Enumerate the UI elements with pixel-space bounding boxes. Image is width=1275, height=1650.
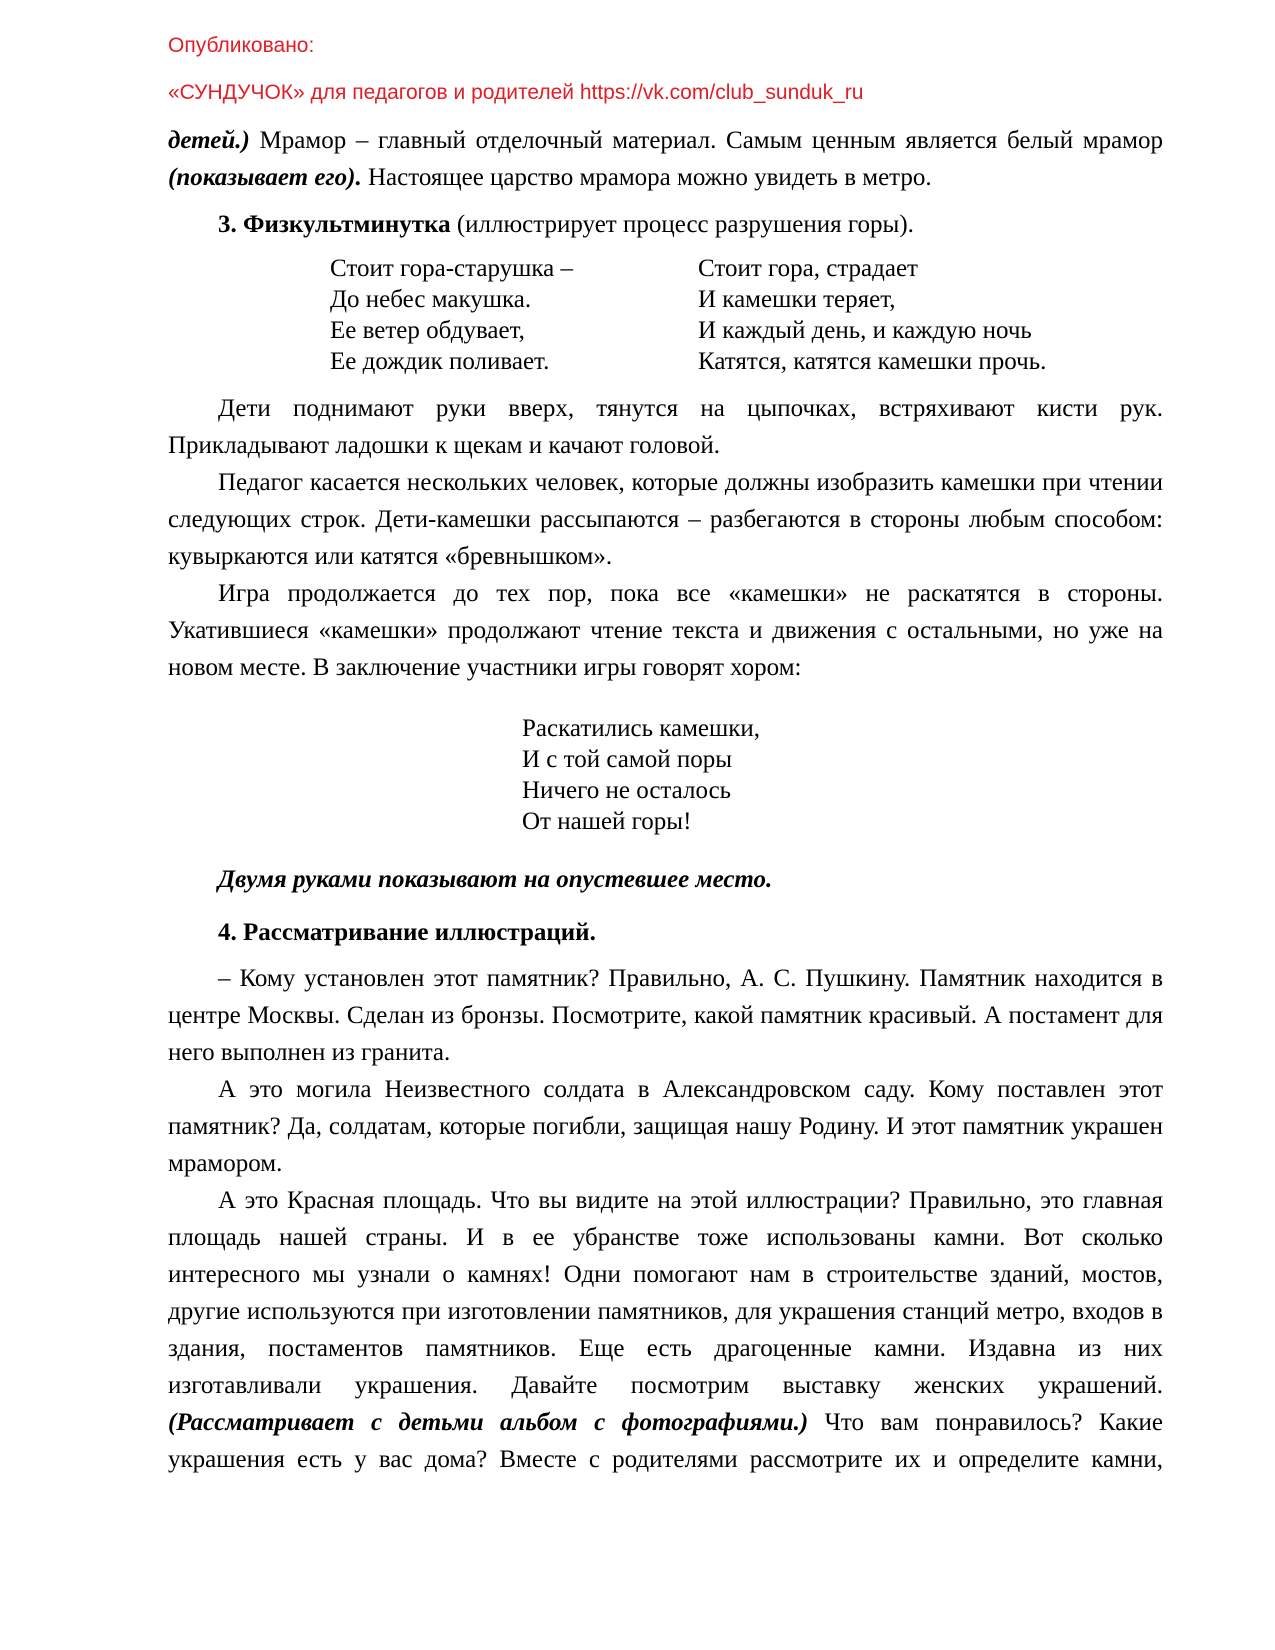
paragraph-text: Мрамор – главный отделочный материал. Самым ценным является белый мрамор bbox=[249, 127, 1163, 154]
section-heading-4-title: 4. Рассматривание иллюстраций. bbox=[218, 919, 596, 946]
physical-exercise-poem bbox=[168, 253, 1163, 377]
stage-direction-lead: детей.) bbox=[168, 127, 250, 154]
source-line: «СУНДУЧОК» для педагогов и родителей https://vk.com/club_sunduk_ru bbox=[168, 81, 864, 104]
poem-line: Ее ветер обдувает, bbox=[330, 317, 525, 344]
paragraph-text: Что вам понравилось? Какие украшения есть у вас дома? Вместе с родителями рассмотрите их и определите камни, bbox=[168, 1409, 1163, 1473]
paragraph-marble bbox=[168, 122, 1163, 196]
paragraph-red-square bbox=[168, 1182, 1163, 1478]
stage-direction-hands: Двумя руками показывают на опустевшее место. bbox=[218, 866, 773, 893]
section-heading-3 bbox=[168, 206, 1163, 243]
poem-line: До небес макушка. bbox=[330, 286, 532, 313]
poem-line: Раскатились камешки, bbox=[522, 715, 761, 742]
poem-column-left bbox=[330, 253, 698, 377]
section-heading-3-note: (иллюстрирует процесс разрушения горы). bbox=[450, 211, 914, 238]
paragraph-teacher-touch: Педагог касается нескольких человек, которые должны изобразить камешки при чтении следующих строк. Дети-камешки рассыпаются – разбегаются в стороны любым способом: кувыркаются или катятся «бревнышком». bbox=[168, 469, 1163, 570]
section-heading-4 bbox=[168, 914, 1163, 951]
poem-line: Катятся, катятся камешки прочь. bbox=[698, 348, 1047, 375]
poem-column-right bbox=[698, 253, 1163, 377]
poem-line: И с той самой поры bbox=[522, 746, 732, 773]
section-heading-3-title: 3. Физкультминутка bbox=[218, 211, 451, 238]
paragraph-pushkin-monument: – Кому установлен этот памятник? Правильно, А. С. Пушкину. Памятник находится в центре Москвы. Сделан из бронзы. Посмотрите, какой памятник красивый. А постамент для него выполнен из гранита. bbox=[168, 965, 1163, 1066]
stage-direction-inline: (показывает его). bbox=[168, 164, 362, 191]
poem-line: Стоит гора, страдает bbox=[698, 255, 918, 282]
paragraph-children-actions: Дети поднимают руки вверх, тянутся на цыпочках, встряхивают кисти рук. Прикладывают ладошки к щекам и качают головой. bbox=[168, 395, 1163, 459]
poem-line: И камешки теряет, bbox=[698, 286, 896, 313]
closing-chant-poem bbox=[522, 713, 1163, 837]
paragraph-unknown-soldier: А это могила Неизвестного солдата в Александровском саду. Кому поставлен этот памятник? Да, солдатам, которые погибли, защищая нашу Родину. И этот памятник украшен мрамором. bbox=[168, 1076, 1163, 1177]
stage-direction-album: (Рассматривает с детьми альбом с фотографиями.) bbox=[168, 1409, 809, 1436]
paragraph-text: Настоящее царство мрамора можно увидеть в метро. bbox=[361, 164, 932, 191]
poem-line: И каждый день, и каждую ночь bbox=[698, 317, 1032, 344]
poem-line: Ее дождик поливает. bbox=[330, 348, 550, 375]
poem-line: Ничего не осталось bbox=[522, 777, 732, 804]
paragraph-text: А это Красная площадь. Что вы видите на этой иллюстрации? Правильно, это главная площадь нашей страны. И в ее убранстве тоже использованы камни. Вот сколько интересного мы узнали о камнях! Одни помогают нам в строительстве зданий, мостов, другие используются при изготовлении памятников, для украшения станций метро, входов в здания, постаментов памятников. Еще есть драгоценные камни. Издавна из них изготавливали украшения. Давайте посмотрим выставку женских украшений. bbox=[168, 1187, 1163, 1399]
poem-line: От нашей горы! bbox=[522, 808, 692, 835]
poem-line: Стоит гора-старушка – bbox=[330, 255, 574, 282]
paragraph-game-continues: Игра продолжается до тех пор, пока все «камешки» не раскатятся в стороны. Укатившиеся «камешки» продолжают чтение текста и движения с остальными, но уже на новом месте. В заключение участники игры говорят хором: bbox=[168, 580, 1163, 681]
published-label: Опубликовано: bbox=[168, 34, 315, 57]
